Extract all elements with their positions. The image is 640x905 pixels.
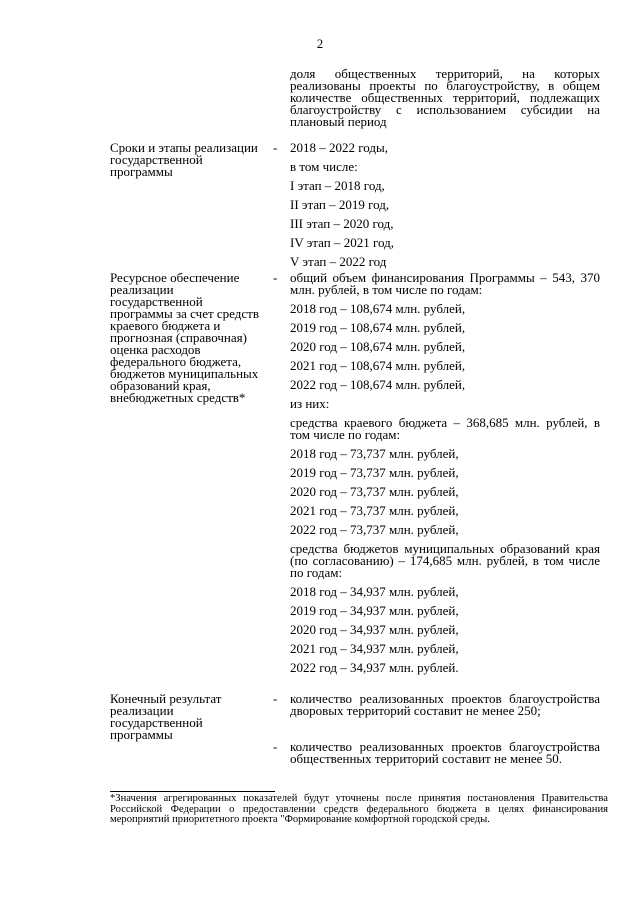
terms-line: III этап – 2020 год, — [290, 216, 394, 231]
funding-total: общий объем финансирования Программы – 543, 370 млн. рублей, в том числе по годам: — [290, 270, 600, 297]
municipal-year-line: 2018 год – 34,937 млн. рублей, — [290, 584, 459, 599]
terms-line: в том числе: — [290, 159, 358, 174]
terms-list — [290, 142, 600, 268]
intro-paragraph: доля общественных территорий, на которых реализованы проекты по благоустройству, в общем количестве общественных территорий, подлежащих благоустройству с использованием субсидии на плановый период — [290, 66, 600, 129]
terms-line: V этап – 2022 год — [290, 254, 387, 269]
result-item: количество реализованных проектов благоустройства дворовых территорий составит не менее 250; — [290, 691, 600, 718]
funding-dash: - — [273, 270, 278, 285]
terms-line: 2018 – 2022 годы, — [290, 140, 388, 155]
funding-year-line: 2020 год – 108,674 млн. рублей, — [290, 339, 466, 354]
funding-year-line: 2018 год – 108,674 млн. рублей, — [290, 301, 466, 316]
terms-line: II этап – 2019 год, — [290, 197, 390, 212]
funding-details — [290, 272, 600, 674]
funding-year-line: 2022 год – 108,674 млн. рублей, — [290, 377, 466, 392]
funding-regional: средства краевого бюджета – 368,685 млн. рублей, в том числе по годам: — [290, 415, 600, 442]
result-label: Конечный результат реализации государственной программы — [110, 691, 222, 742]
regional-year-line: 2019 год – 73,737 млн. рублей, — [290, 465, 459, 480]
footnote-divider — [110, 791, 275, 792]
funding-year-line: 2019 год – 108,674 млн. рублей, — [290, 320, 466, 335]
page-number: 2 — [316, 36, 324, 51]
funding-municipal: средства бюджетов муниципальных образований края (по согласованию) – 174,685 млн. рублей, в том числе по годам: — [290, 541, 600, 580]
terms-line: I этап – 2018 год, — [290, 178, 385, 193]
regional-year-line: 2018 год – 73,737 млн. рублей, — [290, 446, 459, 461]
result-item: количество реализованных проектов благоустройства общественных территорий составит не менее 50. — [290, 739, 600, 766]
regional-year-line: 2020 год – 73,737 млн. рублей, — [290, 484, 459, 499]
regional-year-line: 2021 год – 73,737 млн. рублей, — [290, 503, 459, 518]
funding-of-them: из них: — [290, 396, 330, 411]
municipal-year-line: 2022 год – 34,937 млн. рублей. — [290, 660, 459, 675]
terms-dash: - — [273, 140, 278, 155]
terms-line: IV этап – 2021 год, — [290, 235, 394, 250]
result-dash: - — [273, 739, 278, 754]
funding-label: Ресурсное обеспечение реализации государственной программы за счет средств краевого бюджета и прогнозная (справочная) оценка расходов федерального бюджета, бюджетов муниципальных образований края, внебюджетных средств* — [110, 270, 259, 405]
regional-year-line: 2022 год – 73,737 млн. рублей, — [290, 522, 459, 537]
municipal-year-line: 2021 год – 34,937 млн. рублей, — [290, 641, 459, 656]
result-dash: - — [273, 691, 278, 706]
municipal-year-line: 2019 год – 34,937 млн. рублей, — [290, 603, 459, 618]
funding-year-line: 2021 год – 108,674 млн. рублей, — [290, 358, 466, 373]
municipal-year-line: 2020 год – 34,937 млн. рублей, — [290, 622, 459, 637]
footnote: *Значения агрегированных показателей будут уточнены после принятия постановления Правительства Российской Федерации о предоставлении средств федерального бюджета в целях финансирования мероприятий приоритетного проекта "Формирование комфортной городской среды. — [110, 793, 608, 825]
terms-label: Сроки и этапы реализации государственной программы — [110, 140, 258, 179]
